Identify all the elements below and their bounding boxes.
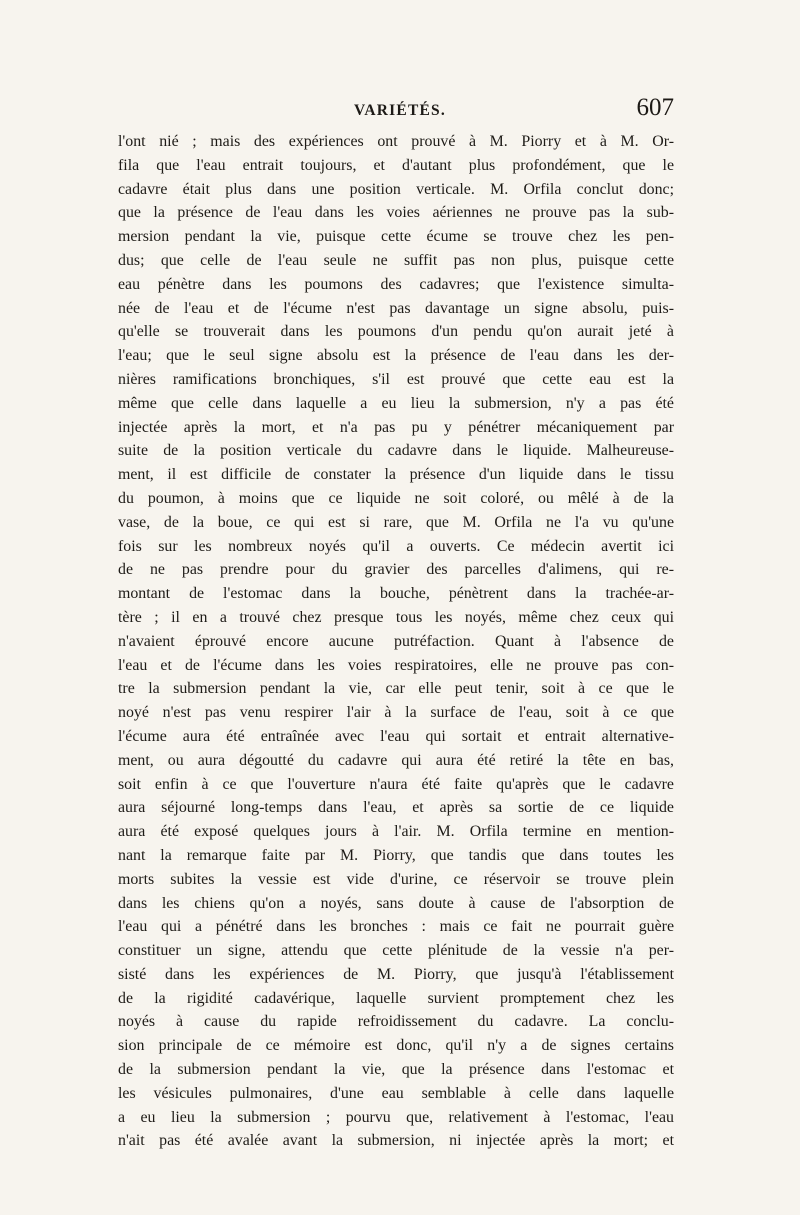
text-line: l'eau qui a pénétré dans les bronches : mais ce fait ne pourrait guère xyxy=(118,918,674,936)
text-line: l'ont nié ; mais des expériences ont prouvé à M. Piorry et à M. Or- xyxy=(118,133,674,150)
text-line: soit enfin à ce que l'ouverture n'aura été faite qu'après que le cadavre xyxy=(118,775,674,793)
text-line: dus; que celle de l'eau seule ne suffit pas non plus, puisque cette xyxy=(118,251,674,269)
running-title: VARIÉTÉS. xyxy=(354,102,446,119)
text-line: mersion pendant la vie, puisque cette écume se trouve chez les pen- xyxy=(118,228,674,246)
text-line: noyé n'est pas venu respirer l'air à la surface de l'eau, soit à ce que xyxy=(118,704,674,722)
text-line: sisté dans les expériences de M. Piorry, que jusqu'à l'établissement xyxy=(118,965,674,983)
text-line: qu'elle se trouverait dans les poumons d'un pendu qu'on aurait jeté à xyxy=(118,323,674,341)
text-line: tre la submersion pendant la vie, car elle peut tenir, soit à ce que le xyxy=(118,680,674,698)
text-line: morts subites la vessie est vide d'urine, ce réservoir se trouve plein xyxy=(118,870,674,888)
text-line: l'eau et de l'écume dans les voies respiratoires, elle ne prouve pas con- xyxy=(118,656,674,674)
text-line: ment, il est difficile de constater la présence d'un liquide dans le tissu xyxy=(118,466,674,484)
text-line: même que celle dans laquelle a eu lieu la submersion, n'y a pas été xyxy=(118,394,674,412)
text-line: nières ramifications bronchiques, s'il est prouvé que cette eau est la xyxy=(118,370,674,388)
text-line: fois sur les nombreux noyés qu'il a ouverts. Ce médecin avertit ici xyxy=(118,537,674,555)
text-line: du poumon, à moins que ce liquide ne soit coloré, ou mêlé à de la xyxy=(118,489,674,507)
text-line: eau pénètre dans les poumons des cadavres; que l'existence simulta- xyxy=(118,275,674,293)
text-line: de la submersion pendant la vie, que la présence dans l'estomac et xyxy=(118,1061,674,1079)
body-text xyxy=(118,130,674,1153)
text-line: tère ; il en a trouvé chez presque tous les noyés, même chez ceux qui xyxy=(118,608,674,626)
text-line: noyés à cause du rapide refroidissement du cadavre. La conclu- xyxy=(118,1013,674,1031)
text-line: suite de la position verticale du cadavre dans le liquide. Malheureuse- xyxy=(118,442,674,460)
text-line: dans les chiens qu'on a noyés, sans doute à cause de l'absorption de xyxy=(118,894,674,912)
text-line: constituer un signe, attendu que cette plénitude de la vessie n'a per- xyxy=(118,942,674,960)
text-line: n'ait pas été avalée avant la submersion, ni injectée après la mort; et xyxy=(118,1132,674,1150)
text-line: cadavre était plus dans une position verticale. M. Orfila conclut donc; xyxy=(118,180,674,198)
text-line: montant de l'estomac dans la bouche, pénètrent dans la trachée-ar- xyxy=(118,585,674,603)
text-line: fila que l'eau entrait toujours, et d'autant plus profondément, que le xyxy=(118,156,674,174)
text-line: l'écume aura été entraînée avec l'eau qui sortait et entrait alternative- xyxy=(118,727,674,745)
text-line: aura séjourné long-temps dans l'eau, et après sa sortie de ce liquide xyxy=(118,799,674,817)
text-line: vase, de la boue, ce qui est si rare, que M. Orfila ne l'a vu qu'une xyxy=(118,513,674,531)
text-line: de ne pas prendre pour du gravier des parcelles d'alimens, qui re- xyxy=(118,561,674,579)
text-line: n'avaient éprouvé encore aucune putréfaction. Quant à l'absence de xyxy=(118,632,674,650)
text-line: sion principale de ce mémoire est donc, qu'il n'y a de signes certains xyxy=(118,1037,674,1055)
page-number: 607 xyxy=(636,94,674,121)
text-line: l'eau; que le seul signe absolu est la présence de l'eau dans les der- xyxy=(118,347,674,365)
text-line: aura été exposé quelques jours à l'air. M. Orfila termine en mention- xyxy=(118,823,674,841)
text-line: nant la remarque faite par M. Piorry, que tandis que dans toutes les xyxy=(118,846,674,864)
text-line: de la rigidité cadavérique, laquelle survient promptement chez les xyxy=(118,989,674,1007)
text-line: injectée après la mort, et n'a pas pu y pénétrer mécaniquement par xyxy=(118,418,674,436)
text-line: que la présence de l'eau dans les voies aériennes ne prouve pas la sub- xyxy=(118,204,674,222)
text-line: les vésicules pulmonaires, d'une eau semblable à celle dans laquelle xyxy=(118,1084,674,1102)
text-line: ment, ou aura dégoutté du cadavre qui aura été retiré la tête en bas, xyxy=(118,751,674,769)
text-line: née de l'eau et de l'écume n'est pas davantage un signe absolu, puis- xyxy=(118,299,674,317)
running-header xyxy=(118,94,674,128)
text-line: a eu lieu la submersion ; pourvu que, relativement à l'estomac, l'eau xyxy=(118,1108,674,1126)
